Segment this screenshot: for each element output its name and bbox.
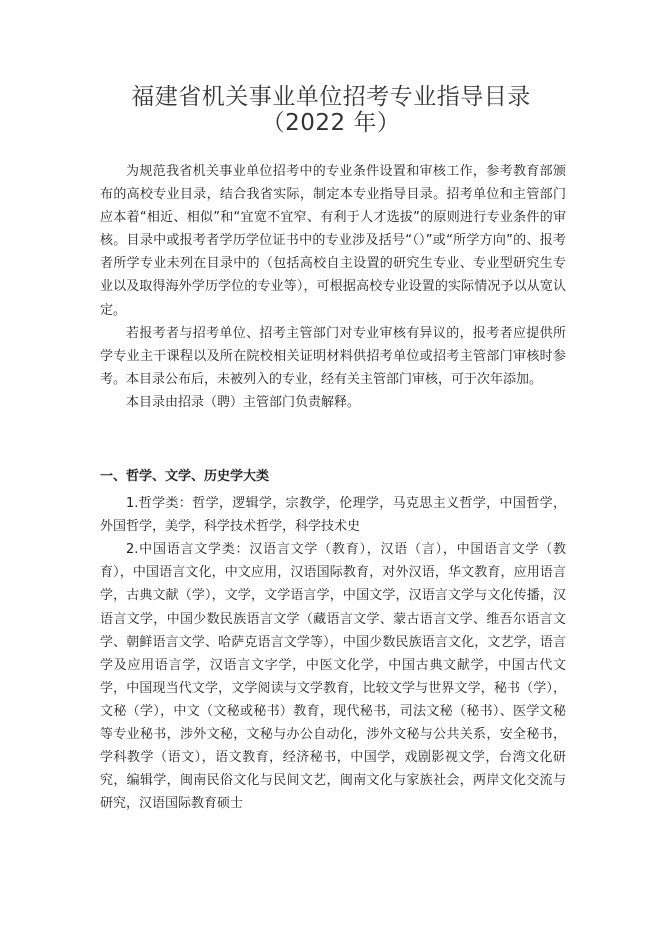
intro-paragraph: 若报考者与招考单位、招考主管部门对专业审核有异议的，报考者应提供所学专业主干课程以及所在院校相关证明材料供招考单位或招考主管部门审核时参考。本目录公布后，未被列入的专业，经有关主管部门审核，可于次年添加。 <box>100 325 566 387</box>
category-item: 2.中国语言文学类：汉语言文学（教育），汉语（言），中国语言文学（教育），中国语言文化，中文应用，汉语国际教育，对外汉语，华文教育，应用语言学，古典文献（学），文学，文学语言学，中国文学，汉语言文学与文化传播，汉语言文学，中国少数民族语言文学（藏语言文学、蒙古语言文学、维吾尔语言文学、朝鲜语言文学、哈萨克语言文学等），中国少数民族语言文化，文艺学，语言学及应用语言学，汉语言文字学，中医文化学，中国古典文献学，中国古代文学，中国现当代文学，文学阅读与文学教育，比较文学与世界文学，秘书（学），文秘（学），中文（文秘或秘书）教育，现代秘书，司法文秘（秘书）、医学文秘等专业秘书，涉外文秘，文秘与办公自动化，涉外文秘与公共关系，安全秘书，学科教学（语文），语文教育，经济秘书，中国学，戏剧影视文学，台湾文化研究，编辑学，闽南民俗文化与民间文艺，闽南文化与家族社会，两岸文化交流与研究，汉语国际教育硕士 <box>100 542 566 812</box>
document-year: （2022 年） <box>261 110 401 136</box>
category-item: 1.哲学类：哲学，逻辑学，宗教学，伦理学，马克思主义哲学，中国哲学，外国哲学，美学，科学技术哲学，科学技术史 <box>100 496 566 535</box>
intro-paragraph: 为规范我省机关事业单位招考中的专业条件设置和审核工作，参考教育部颁布的高校专业目录，结合我省实际，制定本专业指导目录。招考单位和主管部门应本着“相近、相似”和“宜宽不宜窄、有利于人才选拔”的原则进行专业条件的审核。目录中或报考者学历学位证书中的专业涉及括号“（）”或“所学方向”的、报考者所学专业未列在目录中的（包括高校自主设置的研究生专业、专业型研究生专业以及取得海外学历学位的专业等），可根据高校专业设置的实际情况予以从宽认定。 <box>100 164 566 318</box>
intro-section <box>100 160 566 414</box>
intro-paragraph: 本目录由招录（聘）主管部门负责解释。 <box>126 394 361 410</box>
document-title: 福建省机关事业单位招考专业指导目录 <box>131 84 531 110</box>
category-section <box>100 465 566 815</box>
section-heading: 一、哲学、文学、历史学大类 <box>100 469 270 484</box>
